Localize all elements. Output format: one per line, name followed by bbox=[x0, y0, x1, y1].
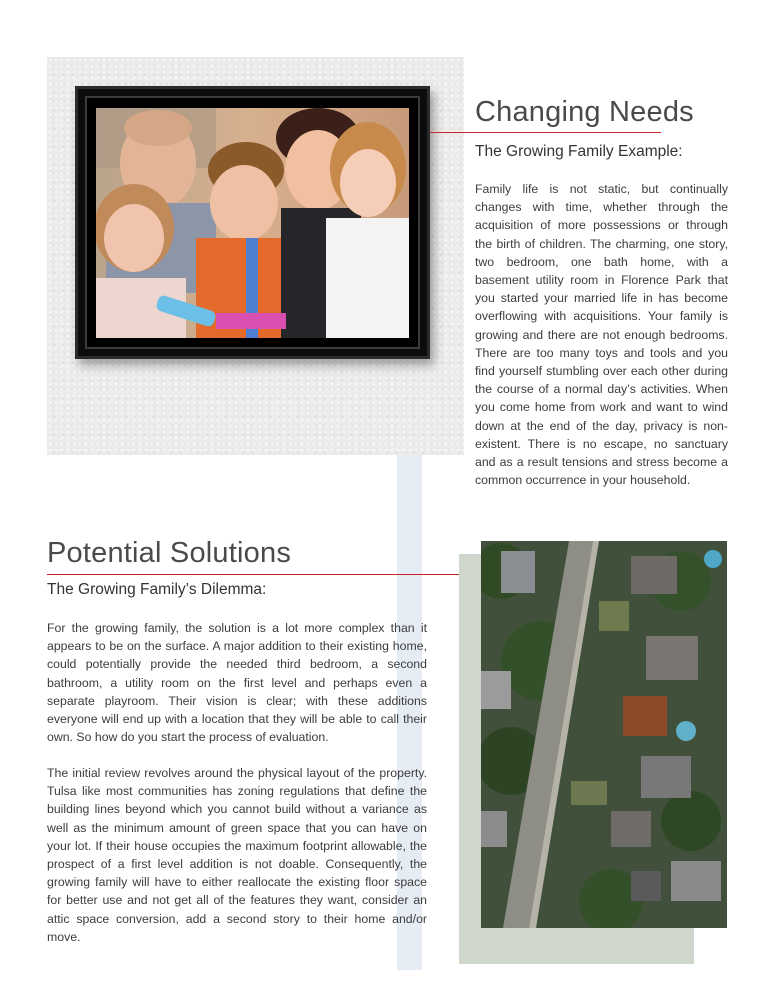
potential-solutions-paragraph-1: For the growing family, the solution is a lot more complex than it appears to be on the surface. A major addition to their existing home, could potentially provide the needed third bedroom, a second bathroom, a utility room on the first level and perhaps even a separate playroom. Their vision is clear; with these additions everyone will end up with a location that they will be able to call their own. So how do you start the process of evaluation. bbox=[47, 621, 427, 745]
changing-needs-paragraph: Family life is not static, but continually changes with time, whether through the acquisition of more possessions or through the birth of children. The charming, one story, two bedroom, one bath home, with a basement utility room in Florence Park that you started your married life in has become overflowing with acquisitions. Your family is growing and there are not enough bedrooms. There are too many toys and tools and you find yourself stumbling over each other during the course of a normal day’s activities. When you come home from work and want to wind down at the end of the day, privacy is non-existent. There is no escape, no sanctuary and as a result tensions and stress become a common occurrence in your household. bbox=[475, 182, 728, 488]
aerial-photo-illustration bbox=[481, 541, 727, 928]
aerial-neighborhood-photo bbox=[481, 541, 727, 928]
potential-solutions-paragraph-2: The initial review revolves around the physical layout of the property. Tulsa like most communities has zoning regulations that define the building lines beyond which you cannot build without a variance as well as the minimum amount of green space that you can have on your lot. If their house occupies the maximum footprint allowable, the prospect of a first level addition is not doable. Consequently, the growing family will have to either reallocate the existing floor space for better use and not get all of the features they want, consider an attic space conversion, add a second story to their home and/or move. bbox=[47, 766, 427, 944]
family-photo bbox=[96, 108, 409, 338]
heading-rule-changing-needs bbox=[430, 132, 661, 133]
growing-family-example-subheading: The Growing Family Example: bbox=[475, 143, 683, 160]
family-photo-illustration bbox=[96, 108, 409, 338]
heading-rule-potential-solutions bbox=[47, 574, 481, 575]
changing-needs-heading: Changing Needs bbox=[475, 96, 694, 128]
potential-solutions-heading: Potential Solutions bbox=[47, 537, 292, 569]
picture-frame bbox=[75, 86, 430, 359]
growing-family-dilemma-subheading: The Growing Family’s Dilemma: bbox=[47, 581, 267, 598]
